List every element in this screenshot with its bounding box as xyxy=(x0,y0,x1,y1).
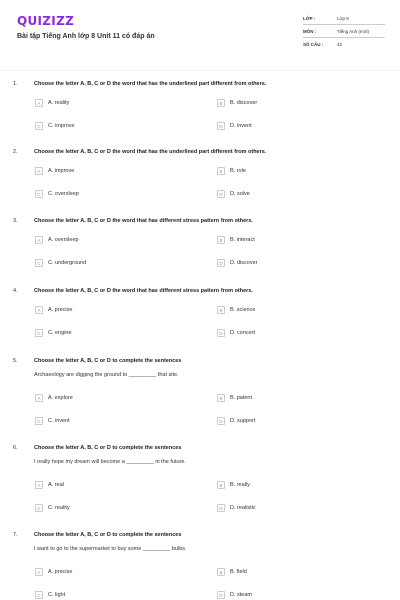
option-text: D. solve xyxy=(230,191,250,197)
answer-option-d[interactable] xyxy=(217,259,258,267)
option-text: D. invent xyxy=(230,123,252,129)
header-divider xyxy=(0,70,400,71)
option-letter-box[interactable]: B xyxy=(217,568,225,576)
question-number: 4. xyxy=(13,288,18,294)
answer-option-a[interactable] xyxy=(35,394,73,402)
option-text: B. role xyxy=(230,168,246,174)
option-text: B. field xyxy=(230,569,247,575)
option-letter-box[interactable]: D xyxy=(217,417,225,425)
meta-row-subject xyxy=(303,25,385,38)
answer-option-a[interactable] xyxy=(35,167,74,175)
option-letter-box[interactable]: C xyxy=(35,591,43,599)
option-text: B. interact xyxy=(230,237,255,243)
option-text: B. science xyxy=(230,307,256,313)
option-letter-box[interactable]: B xyxy=(217,236,225,244)
question-prompt: Choose the letter A, B, C or D to complete the sentences xyxy=(34,358,182,364)
option-letter-box[interactable]: A xyxy=(35,394,43,402)
question-number: 7. xyxy=(13,532,18,538)
answer-option-c[interactable] xyxy=(35,122,75,130)
option-text: A. reality xyxy=(48,100,70,106)
option-text: D. realistic xyxy=(230,505,256,511)
question-prompt: Choose the letter A, B, C or D the word that has different stress pattern from others. xyxy=(34,218,253,224)
answer-option-c[interactable] xyxy=(35,329,72,337)
option-letter-box[interactable]: D xyxy=(217,329,225,337)
option-letter-box[interactable]: C xyxy=(35,259,43,267)
option-text: D. steam xyxy=(230,592,253,598)
answer-option-d[interactable] xyxy=(217,417,255,425)
option-text: C. oversleep xyxy=(48,191,79,197)
question-sentence: I really hope my dream will become a _________ in the future. xyxy=(34,459,186,465)
meta-row-class xyxy=(303,12,385,25)
option-letter-box[interactable]: A xyxy=(35,481,43,489)
meta-label: LỚP : xyxy=(303,15,316,21)
option-text: A. real xyxy=(48,482,64,488)
meta-table xyxy=(303,12,385,50)
option-text: D. discover xyxy=(230,260,258,266)
answer-option-c[interactable] xyxy=(35,259,86,267)
answer-option-b[interactable] xyxy=(217,306,255,314)
answer-option-d[interactable] xyxy=(217,329,255,337)
answer-option-b[interactable] xyxy=(217,394,252,402)
option-text: A. oversleep xyxy=(48,237,79,243)
option-text: B. really xyxy=(230,482,250,488)
option-letter-box[interactable]: B xyxy=(217,394,225,402)
option-letter-box[interactable]: C xyxy=(35,122,43,130)
answer-option-d[interactable] xyxy=(217,504,256,512)
answer-option-b[interactable] xyxy=(217,99,257,107)
question-sentence: Archaeology are digging the ground to _________ that site. xyxy=(34,372,179,378)
option-text: C. invent xyxy=(48,418,70,424)
meta-value: Tiếng Anh (mới) xyxy=(337,28,370,34)
answer-option-c[interactable] xyxy=(35,417,70,425)
option-letter-box[interactable]: C xyxy=(35,504,43,512)
option-letter-box[interactable]: A xyxy=(35,99,43,107)
option-letter-box[interactable]: A xyxy=(35,167,43,175)
answer-option-b[interactable] xyxy=(217,167,246,175)
answer-option-d[interactable] xyxy=(217,190,250,198)
question-prompt: Choose the letter A, B, C or D the word that has the underlined part different from others. xyxy=(34,81,267,87)
quizizz-logo: QUIZIZZ xyxy=(17,14,75,28)
option-letter-box[interactable]: A xyxy=(35,236,43,244)
option-letter-box[interactable]: D xyxy=(217,591,225,599)
question-number: 6. xyxy=(13,445,18,451)
option-letter-box[interactable]: D xyxy=(217,122,225,130)
option-text: A. precise xyxy=(48,307,73,313)
option-text: A. explore xyxy=(48,395,73,401)
meta-label: SỐ CÂU : xyxy=(303,41,324,47)
option-text: A. improve xyxy=(48,168,75,174)
answer-option-a[interactable] xyxy=(35,568,72,576)
answer-option-d[interactable] xyxy=(217,591,252,599)
option-letter-box[interactable]: C xyxy=(35,190,43,198)
answer-option-b[interactable] xyxy=(217,568,247,576)
answer-option-b[interactable] xyxy=(217,236,255,244)
meta-value: Lớp 8 xyxy=(337,15,349,21)
answer-option-a[interactable] xyxy=(35,236,79,244)
option-letter-box[interactable]: D xyxy=(217,259,225,267)
option-letter-box[interactable]: B xyxy=(217,167,225,175)
option-text: D. concert xyxy=(230,330,256,336)
answer-option-c[interactable] xyxy=(35,591,65,599)
question-sentence: I want to go to the supermarket to buy some _________ bulbs. xyxy=(34,546,187,552)
question-number: 3. xyxy=(13,218,18,224)
option-letter-box[interactable]: A xyxy=(35,568,43,576)
answer-option-d[interactable] xyxy=(217,122,252,130)
question-prompt: Choose the letter A, B, C or D to complete the sentences xyxy=(34,532,182,538)
option-letter-box[interactable]: C xyxy=(35,329,43,337)
answer-option-c[interactable] xyxy=(35,504,70,512)
option-text: C. light xyxy=(48,592,66,598)
option-text: C. underground xyxy=(48,260,87,266)
meta-label: MÔN : xyxy=(303,28,317,34)
meta-row-count xyxy=(303,38,385,50)
option-text: C. improve xyxy=(48,123,75,129)
option-letter-box[interactable]: B xyxy=(217,481,225,489)
option-text: C. reality xyxy=(48,505,70,511)
question-number: 1. xyxy=(13,81,18,87)
document-title: Bài tập Tiếng Anh lớp 8 Unit 11 có đáp án xyxy=(17,33,155,40)
answer-option-a[interactable] xyxy=(35,481,64,489)
question-prompt: Choose the letter A, B, C or D the word that has different stress pattern from others. xyxy=(34,288,253,294)
answer-option-c[interactable] xyxy=(35,190,79,198)
option-text: C. engine xyxy=(48,330,72,336)
option-letter-box[interactable]: B xyxy=(217,306,225,314)
answer-option-a[interactable] xyxy=(35,99,69,107)
option-text: B. discover xyxy=(230,100,258,106)
option-letter-box[interactable]: D xyxy=(217,504,225,512)
meta-value: 42 xyxy=(337,41,343,47)
question-prompt: Choose the letter A, B, C or D to complete the sentences xyxy=(34,445,182,451)
option-text: B. patent xyxy=(230,395,253,401)
option-letter-box[interactable]: A xyxy=(35,306,43,314)
option-text: A. precise xyxy=(48,569,73,575)
question-number: 2. xyxy=(13,149,18,155)
question-number: 5. xyxy=(13,358,18,364)
answer-option-b[interactable] xyxy=(217,481,250,489)
question-prompt: Choose the letter A, B, C or D the word that has the underlined part different from others. xyxy=(34,149,267,155)
answer-option-a[interactable] xyxy=(35,306,72,314)
option-text: D. support xyxy=(230,418,256,424)
option-letter-box[interactable]: D xyxy=(217,190,225,198)
option-letter-box[interactable]: B xyxy=(217,99,225,107)
option-letter-box[interactable]: C xyxy=(35,417,43,425)
